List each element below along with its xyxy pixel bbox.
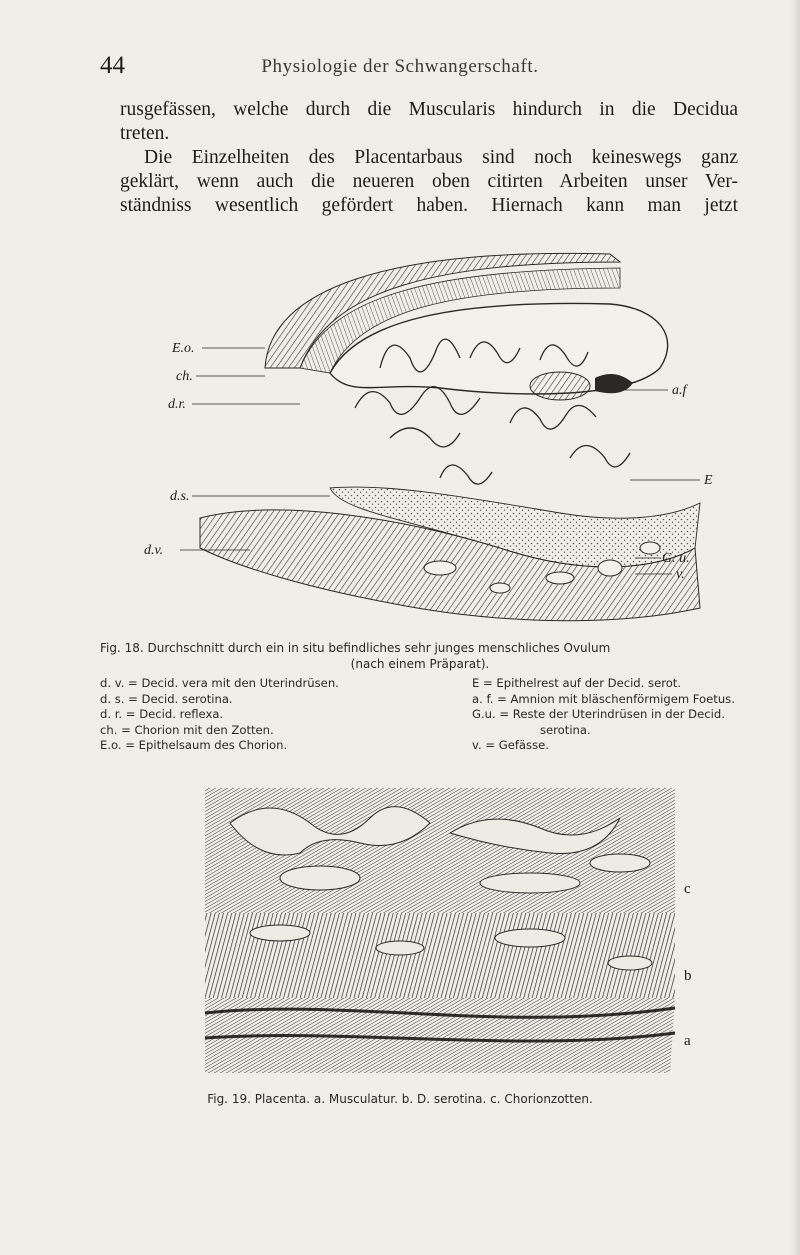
legend-right (472, 676, 762, 754)
label-e: E (704, 473, 713, 488)
label-dr: d.r. (168, 397, 186, 412)
running-head (0, 50, 800, 80)
legend-entry: d. v. = Decid. vera mit den Uterindrüsen. (100, 676, 339, 690)
figure-19-illustration (200, 783, 700, 1078)
body-text (120, 98, 738, 218)
running-title: Physiologie der Schwangerschaft. (261, 56, 539, 77)
body-line: treten. (120, 123, 170, 144)
label-ch: ch. (176, 369, 193, 384)
legend-entry: E = Epithelrest auf der Decid. serot. (472, 676, 682, 690)
label-gu: G. u. (662, 551, 690, 566)
legend-entry: ch. = Chorion mit den Zotten. (100, 722, 274, 737)
label-v: v. (676, 567, 685, 582)
body-line: ständniss wesentlich gefördert haben. Hiernach kann man jetzt (120, 195, 738, 216)
legend-entry: E.o. = Epithelsaum des Chorion. (100, 738, 288, 753)
page-edge-shadow (790, 0, 800, 1255)
legend-entry: G.u. = Reste der Uterindrüsen in der Decid. (472, 707, 725, 722)
label-dv: d.v. (144, 543, 164, 558)
label-b: b (684, 968, 692, 984)
legend-left (100, 676, 420, 754)
label-af: a.f (672, 383, 687, 398)
figure-18-illustration (140, 248, 740, 638)
body-line: rusgefässen, welche durch die Muscularis hindurch in die Decidua (120, 99, 738, 120)
legend-entry: d. s. = Decid. serotina. (100, 691, 233, 706)
legend-entry: d. r. = Decid. reflexa. (100, 707, 224, 722)
figure-19-caption: Fig. 19. Placenta. a. Musculatur. b. D. serotina. c. Chorionzotten. (207, 1092, 593, 1106)
legend-entry: v. = Gefässe. (472, 738, 549, 753)
page-number: 44 (100, 52, 125, 79)
legend-entry: serotina. (540, 722, 591, 737)
caption-line: (nach einem Präparat). (350, 657, 490, 671)
label-ds: d.s. (170, 489, 190, 504)
figure-18-caption (100, 640, 740, 753)
caption-line: Fig. 18. Durchschnitt durch ein in situ befindliches sehr junges menschliches Ovulum (100, 641, 611, 655)
legend-entry: a. f. = Amnion mit bläschenförmigem Foetus. (472, 691, 735, 706)
label-eo: E.o. (172, 341, 195, 356)
label-c: c (684, 881, 691, 897)
label-a: a (684, 1033, 691, 1049)
body-line: Die Einzelheiten des Placentarbaus sind noch keineswegs ganz (144, 147, 738, 168)
body-line: geklärt, wenn auch die neueren oben citirten Arbeiten unser Ver- (120, 171, 738, 192)
